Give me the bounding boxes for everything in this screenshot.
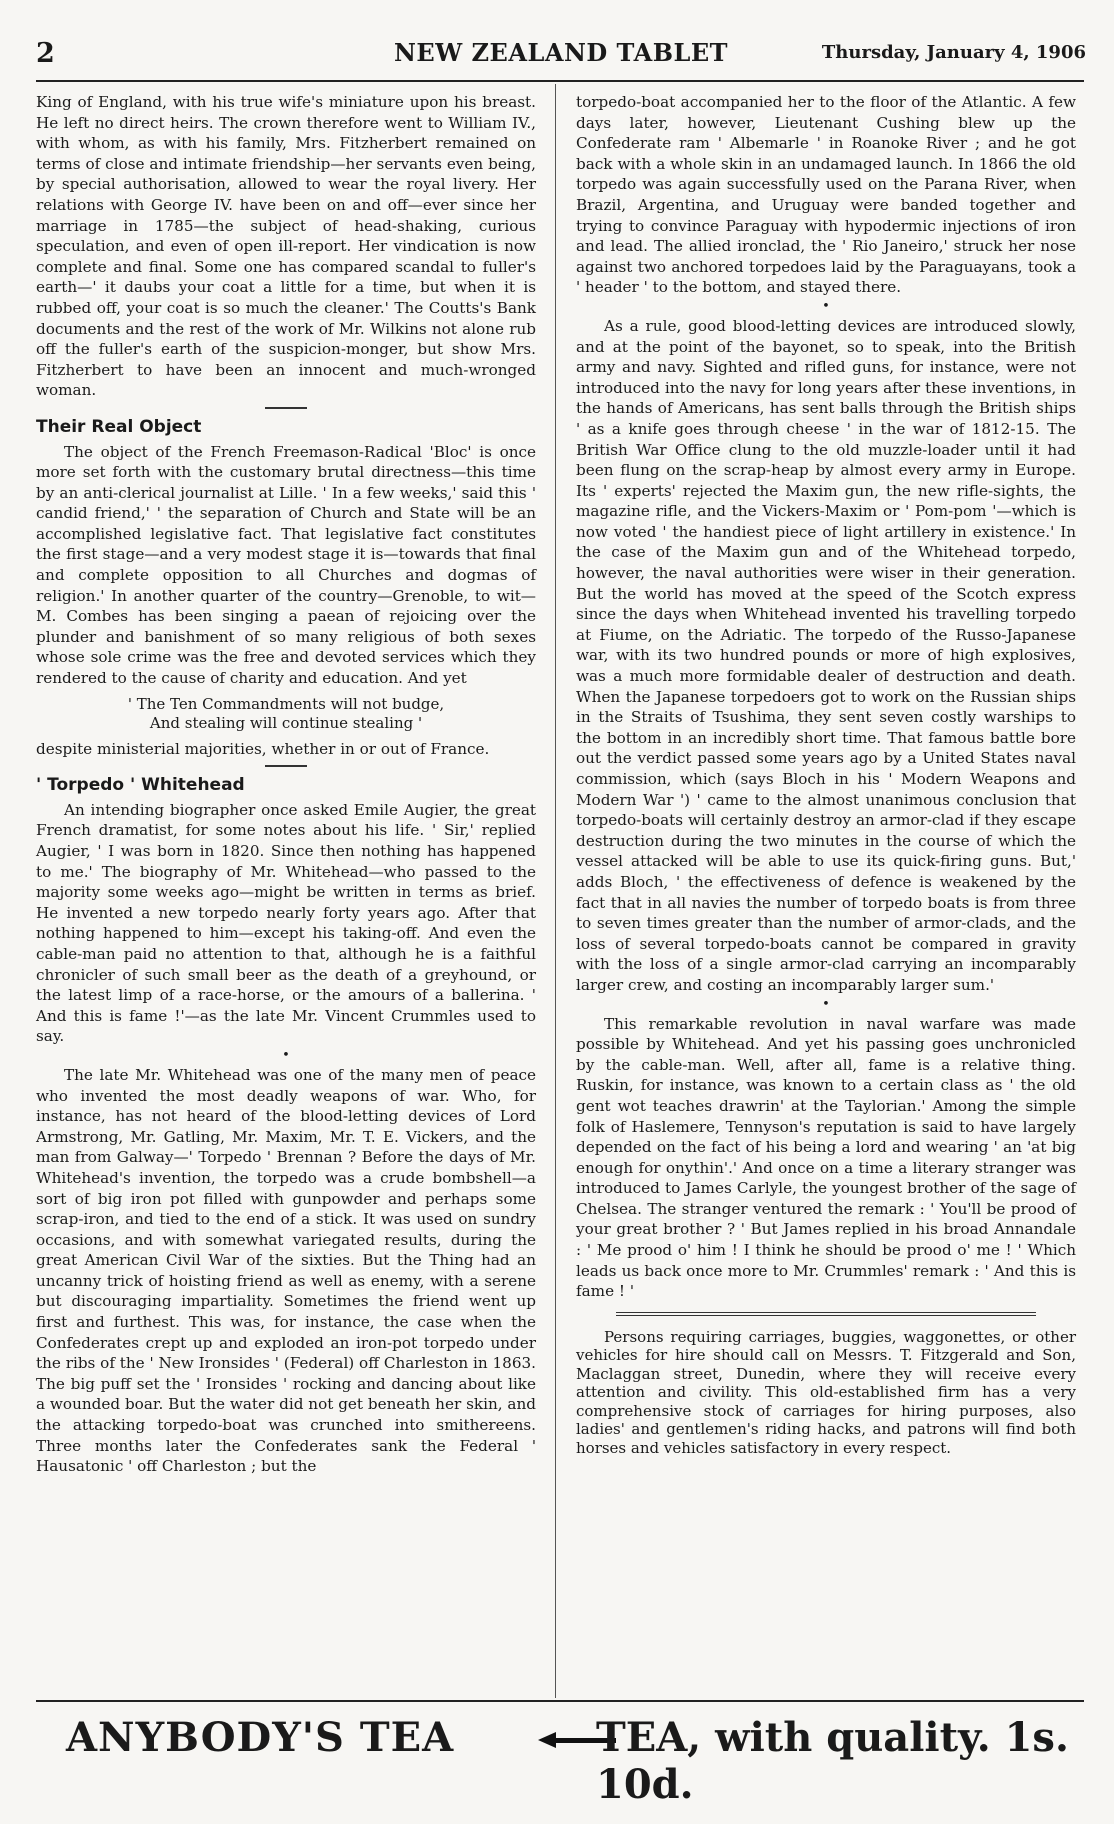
verse-line: ' The Ten Commandments will not budge,	[127, 694, 445, 713]
article-paragraph: This remarkable revolution in naval warfare was made possible by Whitehead. And yet his passing goes unchronicled by the cable-man. Well, after all, fame is a relative thing. Ruskin, for instance, was known to a certain class as ' the old gent wot teaches drawrin' at the Taylorian.' Among the simple folk of Haslemere, Tennyson's reputation is said to have largely depended on the fact of his being a lord and wearing ' an 'at big enough for onythin'.' And once on a time a literary stranger was introduced to James Carlyle, the youngest brother of the sage of Chelsea. The stranger ventured the remark : ' You'll be prood of your great brother ? ' But James replied in his broad Annandale : ' Me prood o' him ! I think he should be prood o' me ! ' Which leads us back once more to Mr. Crummles' remark : ' And this is fame ! '	[576, 1014, 1076, 1301]
article-paragraph: An intending biographer once asked Emile Augier, the great French dramatist, for some notes about his life. ' Sir,' replied Augier, ' I was born in 1820. Since then nothing has happened to me.' The biography of Mr. Whitehead—who passed to the majority some weeks ago—might be written in terms as brief. He invented a new torpedo nearly forty years ago. After that nothing happened to him—except his taking-off. And even the cable-man paid no attention to that, although he is a faithful chronicler of such small beer as the death of a greyhound, or the latest limp of a race-horse, or the amours of a ballerina. ' And this is fame !'—as the late Mr. Vincent Crummles used to say.	[36, 800, 536, 1046]
footer-rule	[36, 1700, 1084, 1702]
tea-advertisement-banner	[36, 1712, 1086, 1808]
newspaper-title: NEW ZEALAND TABLET	[393, 38, 729, 67]
right-column	[576, 92, 1076, 1459]
paragraph-separator-dot: •	[282, 1047, 290, 1063]
issue-date: Thursday, January 4, 1906	[821, 42, 1086, 63]
article-paragraph: torpedo-boat accompanied her to the floor of the Atlantic. A few days later, however, Lieutenant Cushing blew up the Confederate ram ' Albemarle ' in Roanoke River ; and he got back with a whole skin in an undamaged launch. In 1866 the old torpedo was again successfully used on the Parana River, when Brazil, Argentina, and Uruguay were banded together and trying to convince Paraguay with hypodermic injections of iron and lead. The allied ironclad, the ' Rio Janeiro,' struck her nose against two anchored torpedoes laid by the Paraguayans, took a ' header ' to the bottom, and stayed there.	[576, 93, 1076, 297]
section-rule	[265, 765, 307, 767]
anybodys-tea-text: ANYBODY'S TEA	[66, 1714, 455, 1761]
advert-rule	[616, 1312, 1036, 1316]
article-paragraph: despite ministerial majorities, whether in or out of France.	[36, 739, 490, 758]
section-rule	[265, 407, 307, 409]
page-header	[36, 38, 1086, 78]
paragraph-separator-dot: •	[822, 298, 830, 314]
section-heading-real-object: Their Real Object	[36, 416, 202, 437]
column-divider	[555, 84, 556, 1698]
article-paragraph: The late Mr. Whitehead was one of the many men of peace who invented the most deadly weapons of war. Who, for instance, has not heard of the blood-letting devices of Lord Armstrong, Mr. Gatling, Mr. Maxim, Mr. T. E. Vickers, and the man from Galway—' Torpedo ' Brennan ? Before the days of Mr. Whitehead's invention, the torpedo was a crude bombshell—a sort of big iron pot filled with gunpowder and perhaps some scrap-iron, and tied to the end of a stick. It was used on sundry occasions, and with somewhat variegated results, during the great American Civil War of the sixties. But the Thing had an uncanny trick of hoisting friend as well as enemy, with a serene but discouraging impartiality. Sometimes the friend went up first and furthest. This was, for instance, the case when the Confederates crept up and exploded an iron-pot torpedo under the ribs of the ' New Ironsides ' (Federal) off Charleston in 1863. The big puff set the ' Ironsides ' rocking and dancing about like a wounded boar. But the water did not get beneath her skin, and the attacking torpedo-boat was crunched into smithereens. Three months later the Confederates sank the Federal ' Hausatonic ' off Charleston ; but the	[36, 1065, 536, 1476]
verse-line: And stealing will continue stealing '	[149, 713, 423, 732]
tea-quality-price-text: TEA, with quality. 1s. 10d.	[596, 1714, 1069, 1808]
page-number: 2	[36, 38, 55, 69]
article-paragraph: The object of the French Freemason-Radical 'Bloc' is once more set forth with the customary brutal directness—this time by an anti-clerical journalist at Lille. ' In a few weeks,' said this ' candid friend,' ' the separation of Church and State will be an accomplished legislative fact. That legislative fact constitutes the first stage—and a very modest stage it is—towards that final and complete opposition to all Churches and dogmas of religion.' In another quarter of the country—Grenoble, to wit—M. Combes has been singing a paean of rejoicing over the plunder and banishment of so many religious of both sexes whose sole crime was the free and devoted services which they rendered to the cause of charity and education. And yet	[36, 442, 536, 688]
header-rule	[36, 80, 1084, 82]
article-paragraph: As a rule, good blood-letting devices are introduced slowly, and at the point of the bayonet, so to speak, into the British army and navy. Sighted and rifled guns, for instance, were not introduced into the navy for long years after these inventions, in the hands of Americans, has sent balls through the British ships ' as a knife goes through cheese ' in the war of 1812-15. The British War Office clung to the old muzzle-loader until it had been flung on the scrap-heap by almost every army in Europe. Its ' experts' rejected the Maxim gun, the new rifle-sights, the magazine rifle, and the Vickers-Maxim or ' Pom-pom '—which is now voted ' the handiest piece of light artillery in existence.' In the case of the Maxim gun and of the Whitehead torpedo, however, the naval authorities were wiser in their generation. But the world has moved at the speed of the Scotch express since the days when Whitehead invented his travelling torpedo at Fiume, on the Adriatic. The torpedo of the Russo-Japanese war, with its two hundred pounds or more of high explosives, was a much more formidable dealer of destruction and death. When the Japanese torpedoers got to work on the Russian ships in the Straits of Tsushima, they sent seven costly warships to the bottom in an incredibly short time. That famous battle bore out the verdict passed some years ago by a United States naval commission, which (says Bloch in his ' Modern Weapons and Modern War ') ' came to the almost unanimous conclusion that torpedo-boats will certainly destroy an armor-clad if they escape destruction during the two minutes in the course of which the vessel attacked will be able to use its quick-firing guns. But,' adds Bloch, ' the effectiveness of defence is weakened by the fact that in all navies the number of torpedo boats is from three to seven times greater than the number of armor-clads, and the loss of several torpedo-boats cannot be compared in gravity with the loss of a single armor-clad carrying an incomparably larger crew, and costing an incomparably larger sum.'	[576, 316, 1076, 994]
section-heading-torpedo-whitehead: ' Torpedo ' Whitehead	[36, 775, 245, 796]
paragraph-separator-dot: •	[822, 996, 830, 1012]
article-paragraph: King of England, with his true wife's miniature upon his breast. He left no direct heirs. The crown therefore went to William IV., with whom, as with his family, Mrs. Fitzherbert remained on terms of close and intimate friendship—her servants even being, by special authorisation, allowed to wear the royal livery. Her relations with George IV. have been on and off—ever since her marriage in 1785—the subject of head-shaking, curious speculation, and even of open ill-report. Her vindication is now complete and final. Some one has compared scandal to fuller's earth—' it daubs your coat a little for a time, but when it is rubbed off, your coat is so much the cleaner.' The Coutts's Bank documents and the rest of the work of Mr. Wilkins not alone rub off the fuller's earth of the suspicion-monger, but show Mrs. Fitzherbert to have been an innocent and much-wronged woman.	[36, 93, 536, 400]
left-column	[36, 92, 536, 1479]
advertisement-notice: Persons requiring carriages, buggies, waggonettes, or other vehicles for hire should call on Messrs. T. Fitzgerald and Son, Maclaggan street, Dunedin, where they will receive every attention and civility. This old-established firm has a very comprehensive stock of carriages for hiring purposes, also ladies' and gentlemen's riding hacks, and patrons will find both horses and vehicles satisfactory in every respect.	[576, 1327, 1076, 1457]
verse-quote	[36, 695, 536, 733]
